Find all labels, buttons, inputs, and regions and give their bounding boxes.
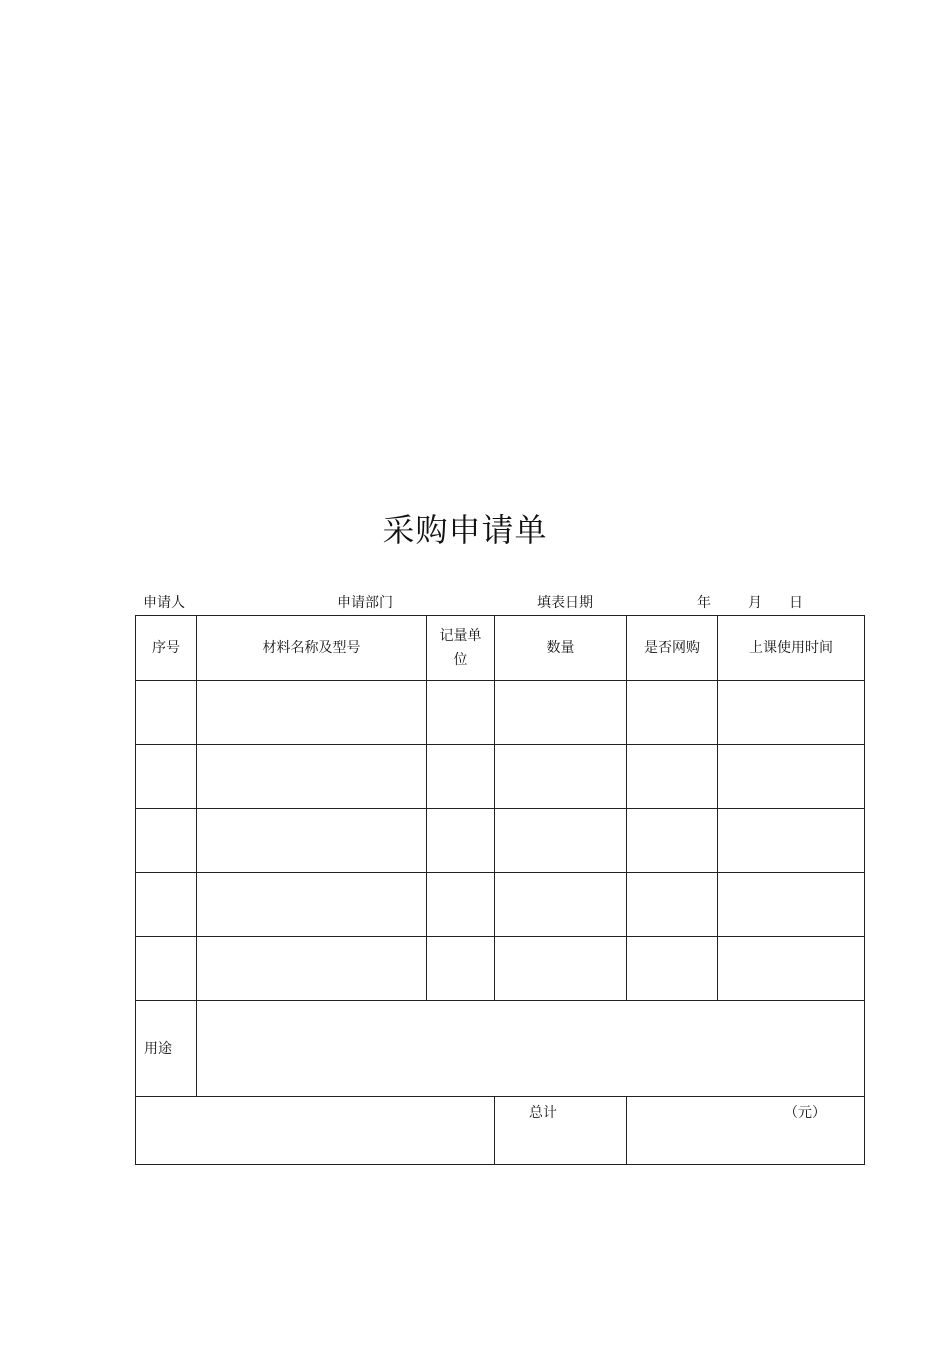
cell-material[interactable] [197, 745, 427, 809]
cell-index[interactable] [136, 681, 197, 745]
total-row [136, 1097, 865, 1165]
total-blank-cell[interactable] [136, 1097, 495, 1165]
usage-row [136, 1001, 865, 1097]
cell-quantity[interactable] [495, 937, 627, 1001]
col-header-class-time: 上课使用时间 [718, 616, 865, 681]
cell-quantity[interactable] [495, 809, 627, 873]
cell-material[interactable] [197, 937, 427, 1001]
currency-unit: （元） [784, 1105, 826, 1121]
col-header-unit-line2: 位 [453, 652, 468, 668]
cell-quantity[interactable] [495, 745, 627, 809]
cell-class-time[interactable] [718, 937, 865, 1001]
cell-class-time[interactable] [718, 809, 865, 873]
total-amount-field[interactable] [627, 1097, 865, 1165]
col-header-quantity: 数量 [495, 616, 627, 681]
month-label: 月 [748, 595, 762, 611]
cell-unit[interactable] [427, 809, 495, 873]
purchase-request-table [135, 615, 865, 1165]
col-header-index: 序号 [136, 616, 197, 681]
cell-online[interactable] [627, 681, 718, 745]
table-row [136, 937, 865, 1001]
total-label: 总计 [495, 1097, 627, 1165]
department-label: 申请部门 [337, 595, 393, 611]
date-label: 填表日期 [537, 595, 593, 611]
table-row [136, 809, 865, 873]
day-label: 日 [789, 595, 803, 611]
cell-unit[interactable] [427, 937, 495, 1001]
cell-class-time[interactable] [718, 745, 865, 809]
cell-unit[interactable] [427, 745, 495, 809]
cell-unit[interactable] [427, 681, 495, 745]
cell-quantity[interactable] [495, 681, 627, 745]
cell-material[interactable] [197, 681, 427, 745]
usage-field[interactable] [197, 1001, 865, 1097]
col-header-unit [427, 616, 495, 681]
header-row [136, 616, 865, 681]
cell-class-time[interactable] [718, 681, 865, 745]
usage-label: 用途 [136, 1001, 197, 1097]
col-header-online: 是否网购 [627, 616, 718, 681]
cell-index[interactable] [136, 745, 197, 809]
cell-material[interactable] [197, 873, 427, 937]
applicant-label: 申请人 [143, 595, 185, 611]
table-row [136, 681, 865, 745]
col-header-material: 材料名称及型号 [197, 616, 427, 681]
cell-online[interactable] [627, 937, 718, 1001]
cell-quantity[interactable] [495, 873, 627, 937]
table-row [136, 745, 865, 809]
table-row [136, 873, 865, 937]
cell-index[interactable] [136, 809, 197, 873]
cell-online[interactable] [627, 745, 718, 809]
cell-online[interactable] [627, 873, 718, 937]
cell-index[interactable] [136, 937, 197, 1001]
cell-class-time[interactable] [718, 873, 865, 937]
col-header-unit-line1: 记量单 [439, 628, 482, 644]
form-title: 采购申请单 [382, 511, 548, 549]
cell-material[interactable] [197, 809, 427, 873]
cell-unit[interactable] [427, 873, 495, 937]
cell-online[interactable] [627, 809, 718, 873]
year-label: 年 [697, 595, 711, 611]
cell-index[interactable] [136, 873, 197, 937]
